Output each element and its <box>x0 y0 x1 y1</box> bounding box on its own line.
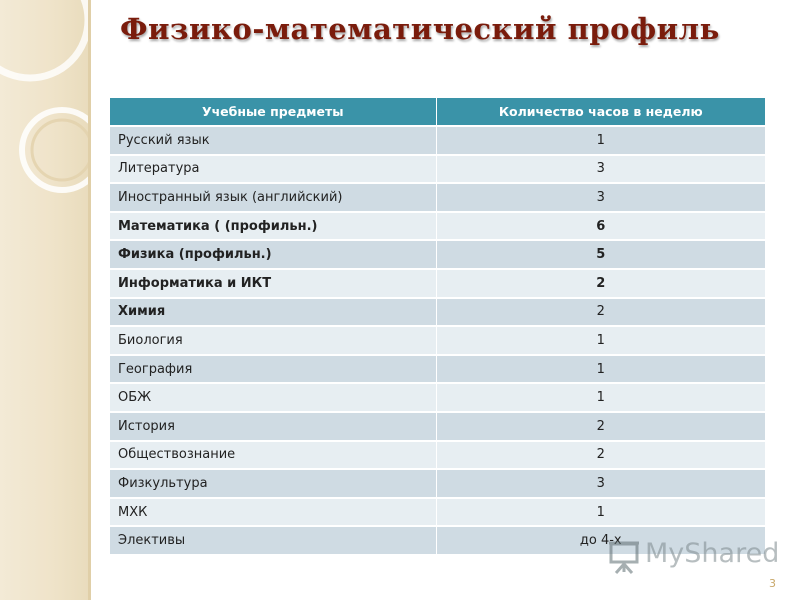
subject-cell: История <box>110 412 436 441</box>
subject-cell: Литература <box>110 155 436 184</box>
table-row <box>110 412 765 441</box>
hours-cell: 5 <box>436 240 765 269</box>
table-row <box>110 355 765 384</box>
decorative-side-band <box>0 0 91 600</box>
table-row <box>110 269 765 298</box>
table-row <box>110 326 765 355</box>
table-row <box>110 498 765 527</box>
hours-cell: 1 <box>436 383 765 412</box>
table-row <box>110 212 765 241</box>
subject-cell: ОБЖ <box>110 383 436 412</box>
table-row <box>110 126 765 155</box>
hours-cell: 3 <box>436 183 765 212</box>
decorative-circles <box>0 0 88 600</box>
subject-cell: Физкультура <box>110 469 436 498</box>
slide-title: Физико-математический профиль <box>120 12 720 46</box>
table-row <box>110 155 765 184</box>
watermark-logo <box>607 536 780 576</box>
hours-cell: 2 <box>436 298 765 327</box>
table-row <box>110 441 765 470</box>
hours-cell: 3 <box>436 155 765 184</box>
hours-cell: 1 <box>436 326 765 355</box>
hours-cell: 2 <box>436 441 765 470</box>
subject-cell: Математика ( (профильн.) <box>110 212 436 241</box>
table-row <box>110 183 765 212</box>
header-hours: Количество часов в неделю <box>436 98 765 126</box>
subject-cell: МХК <box>110 498 436 527</box>
header-subjects: Учебные предметы <box>110 98 436 126</box>
hours-cell: 3 <box>436 469 765 498</box>
hours-cell: 1 <box>436 355 765 384</box>
table-row <box>110 383 765 412</box>
table-row <box>110 469 765 498</box>
subject-cell: Химия <box>110 298 436 327</box>
subject-cell: Информатика и ИКТ <box>110 269 436 298</box>
subject-cell: Элективы <box>110 526 436 554</box>
subject-cell: География <box>110 355 436 384</box>
hours-cell: 2 <box>436 269 765 298</box>
subject-cell: Биология <box>110 326 436 355</box>
hours-cell: до 4-х <box>436 526 765 554</box>
hours-cell: 1 <box>436 498 765 527</box>
hours-cell: 1 <box>436 126 765 155</box>
subject-cell: Обществознание <box>110 441 436 470</box>
table-row <box>110 298 765 327</box>
hours-cell: 2 <box>436 412 765 441</box>
hours-cell: 6 <box>436 212 765 241</box>
presentation-board-icon <box>607 538 641 574</box>
subjects-hours-table <box>110 98 765 554</box>
table-body <box>110 126 765 554</box>
table-header-row <box>110 98 765 126</box>
subject-cell: Иностранный язык (английский) <box>110 183 436 212</box>
subject-cell: Физика (профильн.) <box>110 240 436 269</box>
watermark-text: MyShared <box>645 538 780 569</box>
page-number: 3 <box>769 577 776 590</box>
table-row <box>110 240 765 269</box>
subject-cell: Русский язык <box>110 126 436 155</box>
